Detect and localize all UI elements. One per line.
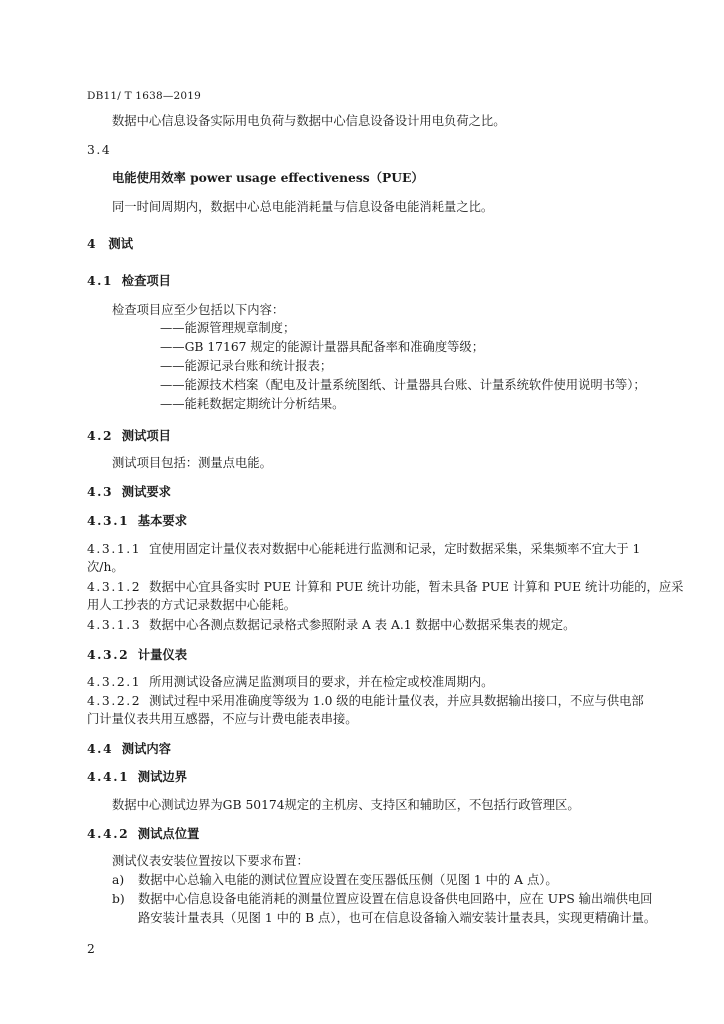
section-title: 测试项目 xyxy=(121,428,171,443)
clause-3-4-term: 电能使用效率 power usage effectiveness（PUE） xyxy=(112,170,424,185)
section-number: 4.4 xyxy=(87,741,114,756)
clause-4-3-1-2-line2: 用人工抄表的方式记录数据中心能耗。 xyxy=(87,598,297,612)
list-item: ——能源技术档案（配电及计量系统图纸、计量器具台账、计量系统软件使用说明书等）； xyxy=(160,378,646,392)
clause-4-3-2-2-line1 xyxy=(87,693,644,709)
clause-number: 4.3.1.1 xyxy=(87,542,142,556)
list-item-b-label: b) xyxy=(112,892,125,906)
clause-number: 4.3.2.2 xyxy=(87,694,142,708)
section-4-1-heading xyxy=(87,273,171,289)
section-number: 4.2 xyxy=(87,428,114,443)
section-title: 测试边界 xyxy=(137,769,187,784)
section-number: 4.3.2 xyxy=(87,647,130,662)
page-number: 2 xyxy=(87,942,95,956)
section-title: 测试要求 xyxy=(121,484,171,499)
clause-text: 数据中心宜具备实时 PUE 计算和 PUE 统计功能，暂未具备 PUE 计算和 PUE 统计功能的，应采 xyxy=(149,580,684,594)
clause-4-3-2-2-line2: 门计量仪表共用互感器，不应与计费电能表串接。 xyxy=(87,712,358,726)
clause-4-3-1-2-line1 xyxy=(87,579,683,595)
list-item: ——GB 17167 规定的能源计量器具配备率和准确度等级； xyxy=(160,340,485,354)
section-4-1-intro: 检查项目应至少包括以下内容： xyxy=(112,303,285,317)
section-title: 检查项目 xyxy=(121,273,171,288)
section-4-4-2-heading xyxy=(87,826,199,842)
section-number: 4 xyxy=(87,236,96,251)
section-4-3-1-heading xyxy=(87,513,187,529)
section-title: 测试 xyxy=(108,236,134,251)
list-item-b-line1: 数据中心信息设备电能消耗的测量位置应设置在信息设备供电回路中，应在 UPS 输出端供电回 xyxy=(138,892,653,906)
list-item: ——能源管理规章制度； xyxy=(160,321,296,335)
clause-3-4-number: 3.4 xyxy=(87,143,112,157)
list-item: ——能耗数据定期统计分析结果。 xyxy=(160,397,345,411)
section-number: 4.1 xyxy=(87,273,114,288)
section-number: 4.3.1 xyxy=(87,513,130,528)
section-number: 4.4.1 xyxy=(87,769,130,784)
clause-4-3-1-1-line1 xyxy=(87,541,640,557)
section-4-heading xyxy=(87,236,133,252)
clause-4-3-1-1-line2: 次/h。 xyxy=(87,560,124,574)
section-number: 4.4.2 xyxy=(87,826,130,841)
clause-number: 4.3.1.3 xyxy=(87,618,142,632)
clause-text: 数据中心各测点数据记录格式参照附录 A 表 A.1 数据中心数据采集表的规定。 xyxy=(149,618,576,632)
list-item-b-line2: 路安装计量表具（见图 1 中的 B 点），也可在信息设备输入端安装计量表具，实现更精确计量。 xyxy=(138,911,657,925)
section-4-2-text: 测试项目包括：测量点电能。 xyxy=(112,456,272,470)
section-number: 4.3 xyxy=(87,484,114,499)
section-4-4-heading xyxy=(87,741,171,757)
section-title: 测试内容 xyxy=(121,741,171,756)
clause-4-3-1-3-line1 xyxy=(87,617,575,633)
section-4-2-heading xyxy=(87,428,171,444)
list-item: ——能源记录台账和统计报表； xyxy=(160,359,333,373)
clause-number: 4.3.2.1 xyxy=(87,675,142,689)
section-4-4-1-text: 数据中心测试边界为GB 50174规定的主机房、支持区和辅助区，不包括行政管理区。 xyxy=(112,798,580,812)
clause-4-3-2-1-line1 xyxy=(87,674,493,690)
definition-3-3-text: 数据中心信息设备实际用电负荷与数据中心信息设备设计用电负荷之比。 xyxy=(112,114,506,128)
clause-text: 宜使用固定计量仪表对数据中心能耗进行监测和记录，定时数据采集，采集频率不宜大于 1 xyxy=(149,542,641,556)
clause-number: 4.3.1.2 xyxy=(87,580,142,594)
section-title: 基本要求 xyxy=(137,513,187,528)
clause-text: 所用测试设备应满足监测项目的要求，并在检定或校准周期内。 xyxy=(149,675,494,689)
list-item-a-text: 数据中心总输入电能的测试位置应设置在变压器低压侧（见图 1 中的 A 点）。 xyxy=(138,873,558,887)
document-code-header: DB11/ T 1638—2019 xyxy=(87,90,202,102)
section-4-4-2-intro: 测试仪表安装位置按以下要求布置： xyxy=(112,854,309,868)
section-4-3-heading xyxy=(87,484,171,500)
section-4-4-1-heading xyxy=(87,769,187,785)
section-4-3-2-heading xyxy=(87,647,187,663)
clause-text: 测试过程中采用准确度等级为 1.0 级的电能计量仪表，并应具数据输出接口，不应与供电部 xyxy=(149,694,644,708)
section-title: 测试点位置 xyxy=(137,826,200,841)
list-item-a-label: a) xyxy=(112,873,125,887)
clause-3-4-definition: 同一时间周期内，数据中心总电能消耗量与信息设备电能消耗量之比。 xyxy=(112,200,494,214)
section-title: 计量仪表 xyxy=(137,647,187,662)
